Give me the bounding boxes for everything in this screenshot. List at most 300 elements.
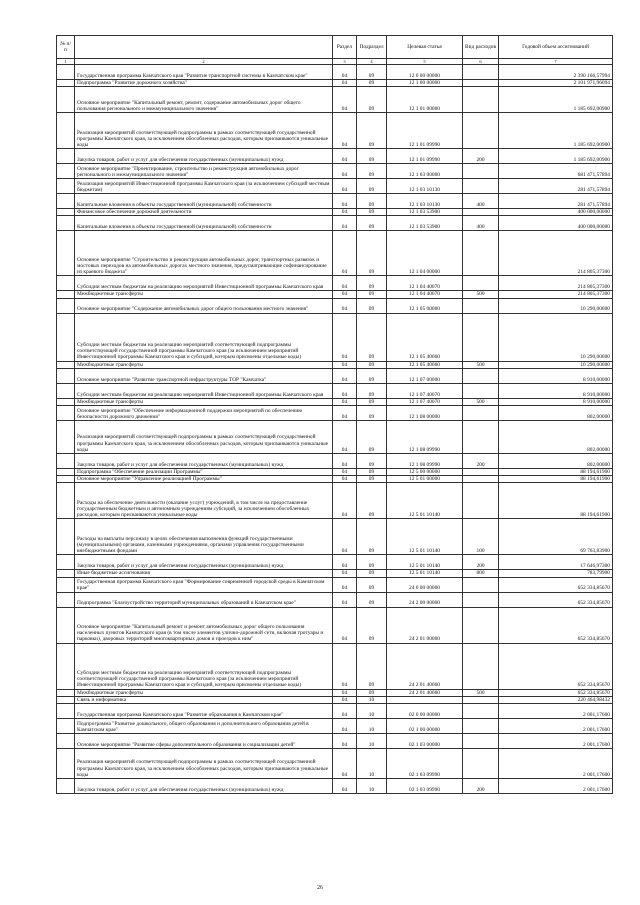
cell-sum: 2 390 166,57994 bbox=[499, 65, 613, 80]
cell-exp: 800 bbox=[463, 570, 499, 577]
cell-sec: 04 bbox=[333, 570, 357, 577]
table-row bbox=[57, 368, 613, 383]
column-number: 1 bbox=[57, 59, 75, 65]
cell-sum: 802,00000 bbox=[499, 421, 613, 454]
cell-sum: 652 334,85670 bbox=[499, 607, 613, 643]
cell-exp: 400 bbox=[463, 216, 499, 231]
cell-exp bbox=[463, 113, 499, 149]
cell-num bbox=[57, 276, 75, 291]
cell-exp bbox=[463, 643, 499, 689]
cell-num bbox=[57, 555, 75, 570]
cell-sec: 04 bbox=[333, 607, 357, 643]
cell-sec: 04 bbox=[333, 577, 357, 592]
cell-sub: 09 bbox=[357, 555, 387, 570]
cell-art: 12 1 05 40060 bbox=[387, 313, 463, 361]
cell-name: Основное мероприятие "Содержание автомобильных дорог общего пользования местного значения" bbox=[75, 298, 333, 313]
cell-name: Закупка товаров, работ и услуг для обеспечения государственных (муниципальных) нужд bbox=[75, 454, 333, 469]
column-number: 6 bbox=[463, 59, 499, 65]
cell-num bbox=[57, 719, 75, 734]
cell-exp bbox=[463, 87, 499, 113]
cell-name: Субсидии местным бюджетам на реализацию мероприятий Инвестиционной программы Камчатского края bbox=[75, 383, 333, 398]
cell-name: Капитальные вложения в объекты государственной (муниципальной) собственности bbox=[75, 194, 333, 209]
column-number: 2 bbox=[75, 59, 333, 65]
cell-art: 12 1 08 09990 bbox=[387, 454, 463, 469]
cell-exp bbox=[463, 607, 499, 643]
cell-art: 24 0 00 00000 bbox=[387, 577, 463, 592]
header-num: № п/п bbox=[57, 36, 75, 59]
budget-table bbox=[56, 35, 613, 794]
cell-sub: 09 bbox=[357, 643, 387, 689]
cell-sum: 652 334,85670 bbox=[499, 689, 613, 696]
table-row bbox=[57, 164, 613, 179]
cell-sum: 214 805,37300 bbox=[499, 231, 613, 276]
cell-sec: 04 bbox=[333, 231, 357, 276]
cell-num bbox=[57, 80, 75, 87]
cell-sec: 04 bbox=[333, 113, 357, 149]
cell-sub: 09 bbox=[357, 519, 387, 555]
cell-sec: 04 bbox=[333, 276, 357, 291]
cell-num bbox=[57, 313, 75, 361]
cell-exp bbox=[463, 577, 499, 592]
cell-art: 12 1 08 00000 bbox=[387, 406, 463, 421]
cell-art: 12 1 01 00000 bbox=[387, 87, 463, 113]
table-row bbox=[57, 555, 613, 570]
table-body bbox=[57, 65, 613, 794]
cell-name: Подпрограмма "Обеспечение реализации Программы" bbox=[75, 469, 333, 476]
cell-art: 12 1 05 40060 bbox=[387, 361, 463, 368]
cell-sec: 04 bbox=[333, 361, 357, 368]
cell-sub: 09 bbox=[357, 87, 387, 113]
cell-sub: 10 bbox=[357, 696, 387, 703]
cell-sec: 04 bbox=[333, 469, 357, 476]
table-row bbox=[57, 194, 613, 209]
cell-sec: 04 bbox=[333, 164, 357, 179]
cell-exp bbox=[463, 696, 499, 703]
cell-sec: 04 bbox=[333, 454, 357, 469]
header-exp-type: Вид расходов bbox=[463, 36, 499, 59]
cell-name: Межбюджетные трансферты bbox=[75, 291, 333, 298]
cell-sub: 09 bbox=[357, 368, 387, 383]
cell-art: 12 1 03 53900 bbox=[387, 209, 463, 216]
cell-exp bbox=[463, 421, 499, 454]
cell-sec: 04 bbox=[333, 368, 357, 383]
cell-num bbox=[57, 149, 75, 164]
cell-exp bbox=[463, 80, 499, 87]
cell-exp bbox=[463, 734, 499, 749]
cell-name: Основное мероприятие "Развитие транспортной инфраструктуры ТОР "Камчатка" bbox=[75, 368, 333, 383]
header-sum: Годовой объем ассигнований bbox=[499, 36, 613, 59]
cell-art: 12 0 00 00000 bbox=[387, 65, 463, 80]
cell-sec: 04 bbox=[333, 216, 357, 231]
cell-sub: 09 bbox=[357, 483, 387, 519]
cell-exp: 400 bbox=[463, 194, 499, 209]
cell-exp: 500 bbox=[463, 689, 499, 696]
header-section: Раздел bbox=[333, 36, 357, 59]
cell-sum: 69 763,83900 bbox=[499, 519, 613, 555]
table-row bbox=[57, 749, 613, 779]
cell-sum: 400 000,00000 bbox=[499, 216, 613, 231]
table-row bbox=[57, 476, 613, 483]
table-row bbox=[57, 704, 613, 719]
cell-num bbox=[57, 383, 75, 398]
cell-sec: 04 bbox=[333, 555, 357, 570]
cell-sub: 09 bbox=[357, 194, 387, 209]
cell-exp: 100 bbox=[463, 519, 499, 555]
table-row bbox=[57, 398, 613, 405]
cell-exp: 200 bbox=[463, 555, 499, 570]
table-row bbox=[57, 643, 613, 689]
cell-sec: 04 bbox=[333, 65, 357, 80]
cell-sec: 04 bbox=[333, 704, 357, 719]
cell-sub: 09 bbox=[357, 577, 387, 592]
cell-name: Подпрограмма "Развитие дорожного хозяйства" bbox=[75, 80, 333, 87]
cell-exp bbox=[463, 406, 499, 421]
cell-name: Иные бюджетные ассигнования bbox=[75, 570, 333, 577]
table-row bbox=[57, 779, 613, 794]
cell-name: Основное мероприятие "Развитие сферы дополнительного образования и социализации детей" bbox=[75, 734, 333, 749]
cell-sum: 8 910,00000 bbox=[499, 368, 613, 383]
cell-sub: 10 bbox=[357, 704, 387, 719]
cell-exp bbox=[463, 592, 499, 607]
cell-sub: 09 bbox=[357, 113, 387, 149]
column-number: 4 bbox=[357, 59, 387, 65]
cell-sum: 681 471,57894 bbox=[499, 164, 613, 179]
cell-sub: 09 bbox=[357, 421, 387, 454]
table-row bbox=[57, 291, 613, 298]
cell-sub: 09 bbox=[357, 216, 387, 231]
cell-num bbox=[57, 231, 75, 276]
cell-sec: 04 bbox=[333, 779, 357, 794]
cell-sum: 802,00000 bbox=[499, 454, 613, 469]
table-row bbox=[57, 734, 613, 749]
cell-name: Расходы на обеспечение деятельности (оказание услуг) учреждений, в том числе на предоставление государственным бюджетным и автономным учреждениям субсидий, за исключением обособленных расходов, которым присваиваются уникальные коды bbox=[75, 483, 333, 519]
cell-name: Основное мероприятие "Капитальный ремонт и ремонт автомобильных дорог общего пользования населенных пунктов Камчатского края (в том числе элементов улично-дорожной сети, включая тротуары и парковки), дворовых территорий многоквартирных домов и проездов к ним" bbox=[75, 607, 333, 643]
cell-sub: 09 bbox=[357, 231, 387, 276]
cell-art: 02 1 03 00000 bbox=[387, 734, 463, 749]
cell-num bbox=[57, 476, 75, 483]
table-row bbox=[57, 313, 613, 361]
cell-sec: 04 bbox=[333, 194, 357, 209]
cell-sec: 04 bbox=[333, 313, 357, 361]
cell-sum: 2 001,17600 bbox=[499, 719, 613, 734]
cell-art: 12 1 03 10130 bbox=[387, 194, 463, 209]
cell-name: Межбюджетные трансферты bbox=[75, 361, 333, 368]
cell-sum: 88 194,61900 bbox=[499, 469, 613, 476]
cell-art: 02 0 00 00000 bbox=[387, 704, 463, 719]
cell-num bbox=[57, 368, 75, 383]
cell-name: Капитальные вложения в объекты государственной (муниципальной) собственности bbox=[75, 216, 333, 231]
cell-sum: 783,79900 bbox=[499, 570, 613, 577]
cell-sec: 04 bbox=[333, 421, 357, 454]
cell-sum: 400 000,00000 bbox=[499, 209, 613, 216]
cell-sum: 652 334,85670 bbox=[499, 577, 613, 592]
table-row bbox=[57, 149, 613, 164]
cell-art bbox=[387, 696, 463, 703]
cell-exp bbox=[463, 704, 499, 719]
cell-sub: 09 bbox=[357, 398, 387, 405]
cell-sum: 2 001,17600 bbox=[499, 779, 613, 794]
table-row bbox=[57, 361, 613, 368]
cell-art: 12 1 04 40070 bbox=[387, 276, 463, 291]
cell-sub: 09 bbox=[357, 592, 387, 607]
cell-art: 12 5 01 10140 bbox=[387, 555, 463, 570]
cell-exp bbox=[463, 65, 499, 80]
table-row bbox=[57, 454, 613, 469]
table-row bbox=[57, 719, 613, 734]
cell-sub: 09 bbox=[357, 65, 387, 80]
cell-num bbox=[57, 398, 75, 405]
cell-num bbox=[57, 65, 75, 80]
cell-sum: 8 910,00000 bbox=[499, 398, 613, 405]
cell-art: 12 1 07 40070 bbox=[387, 398, 463, 405]
header-subsection: Подраздел bbox=[357, 36, 387, 59]
cell-art: 02 1 00 00000 bbox=[387, 719, 463, 734]
cell-sub: 09 bbox=[357, 313, 387, 361]
cell-art: 02 1 03 09990 bbox=[387, 749, 463, 779]
cell-sum: 802,00000 bbox=[499, 406, 613, 421]
cell-name: Государственная программа Камчатского края "Развитие образования в Камчатском крае" bbox=[75, 704, 333, 719]
table-row bbox=[57, 80, 613, 87]
cell-sub: 09 bbox=[357, 476, 387, 483]
cell-sec: 04 bbox=[333, 643, 357, 689]
cell-name: Государственная программа Камчатского края "Развитие транспортной системы в Камчатском крае" bbox=[75, 65, 333, 80]
cell-name: Основное мероприятие "Проектирование, строительство и реконструкция автомобильных дорог регионального и межмуниципального значения" bbox=[75, 164, 333, 179]
cell-name: Реализация мероприятий соответствующей подпрограммы в рамках соответствующей государственной программы Камчатского края, за исключением обособленных расходов, которым присваиваются уникальные коды bbox=[75, 113, 333, 149]
cell-sub: 09 bbox=[357, 80, 387, 87]
cell-num bbox=[57, 194, 75, 209]
cell-num bbox=[57, 291, 75, 298]
cell-num bbox=[57, 704, 75, 719]
table-row bbox=[57, 298, 613, 313]
table-row bbox=[57, 577, 613, 592]
cell-sub: 10 bbox=[357, 734, 387, 749]
cell-sub: 09 bbox=[357, 298, 387, 313]
table-row bbox=[57, 696, 613, 703]
cell-sec: 04 bbox=[333, 298, 357, 313]
cell-sum: 281 471,57894 bbox=[499, 194, 613, 209]
table-row bbox=[57, 469, 613, 476]
page-number: 26 bbox=[317, 885, 323, 891]
cell-sub: 10 bbox=[357, 719, 387, 734]
cell-sub: 09 bbox=[357, 383, 387, 398]
cell-exp bbox=[463, 383, 499, 398]
cell-name: Субсидии местным бюджетам на реализацию мероприятий соответствующей подпрограммы соответствующей государственной программы Камчатского края (за исключением мероприятий Инвестиционной программы Камчатского края и субсидий, которым присвоены отдельные коды) bbox=[75, 313, 333, 361]
cell-sum: 2 001,17600 bbox=[499, 749, 613, 779]
cell-art: 12 1 01 09990 bbox=[387, 149, 463, 164]
cell-exp bbox=[463, 483, 499, 519]
cell-art: 24 2 01 40060 bbox=[387, 689, 463, 696]
cell-sec: 04 bbox=[333, 149, 357, 164]
cell-name: Основное мероприятие "Капитальный ремонт, ремонт, содержание автомобильных дорог общего пользования регионального и межмуниципального значения" bbox=[75, 87, 333, 113]
cell-num bbox=[57, 87, 75, 113]
table-row bbox=[57, 519, 613, 555]
cell-art: 12 1 05 00000 bbox=[387, 298, 463, 313]
table-row bbox=[57, 406, 613, 421]
cell-art: 12 5 00 00000 bbox=[387, 469, 463, 476]
cell-num bbox=[57, 469, 75, 476]
cell-art: 12 1 00 00000 bbox=[387, 80, 463, 87]
cell-sub: 09 bbox=[357, 361, 387, 368]
cell-num bbox=[57, 519, 75, 555]
cell-num bbox=[57, 779, 75, 794]
table-row bbox=[57, 231, 613, 276]
cell-exp bbox=[463, 298, 499, 313]
cell-sum: 1 185 692,00900 bbox=[499, 149, 613, 164]
cell-sec: 04 bbox=[333, 87, 357, 113]
cell-exp: 200 bbox=[463, 149, 499, 164]
table-row bbox=[57, 113, 613, 149]
cell-art: 12 5 01 10140 bbox=[387, 519, 463, 555]
cell-name: Связь и информатика bbox=[75, 696, 333, 703]
header-row bbox=[57, 36, 613, 59]
table-row bbox=[57, 607, 613, 643]
cell-sub: 09 bbox=[357, 570, 387, 577]
cell-num bbox=[57, 592, 75, 607]
cell-art: 12 1 01 09990 bbox=[387, 113, 463, 149]
cell-sum: 88 194,61900 bbox=[499, 476, 613, 483]
cell-name: Закупка товаров, работ и услуг для обеспечения государственных (муниципальных) нужд bbox=[75, 555, 333, 570]
table-row bbox=[57, 483, 613, 519]
cell-name: Расходы на выплаты персоналу в целях обеспечения выполнения функций государственными (муниципальными) органами, казенными учреждениями, органами управления государственными внебюджетными фондами bbox=[75, 519, 333, 555]
cell-sum: 1 185 692,00900 bbox=[499, 113, 613, 149]
header-name bbox=[75, 36, 333, 59]
cell-sec: 04 bbox=[333, 209, 357, 216]
cell-sum: 2 101 971,96094 bbox=[499, 80, 613, 87]
cell-sec: 04 bbox=[333, 483, 357, 519]
table-row bbox=[57, 216, 613, 231]
cell-art: 12 1 03 10130 bbox=[387, 179, 463, 194]
cell-num bbox=[57, 216, 75, 231]
cell-sec: 04 bbox=[333, 734, 357, 749]
cell-sec: 04 bbox=[333, 398, 357, 405]
table-row bbox=[57, 65, 613, 80]
cell-num bbox=[57, 421, 75, 454]
cell-sec: 04 bbox=[333, 519, 357, 555]
cell-exp bbox=[463, 276, 499, 291]
cell-num bbox=[57, 361, 75, 368]
cell-name: Реализация мероприятий Инвестиционной программы Камчатского края (за исключением субсидий местным бюджетам) bbox=[75, 179, 333, 194]
cell-art: 12 1 04 40070 bbox=[387, 291, 463, 298]
cell-sub: 09 bbox=[357, 179, 387, 194]
cell-sum: 17 646,97300 bbox=[499, 555, 613, 570]
cell-art: 12 1 03 53900 bbox=[387, 216, 463, 231]
cell-sec: 04 bbox=[333, 696, 357, 703]
column-number: 7 bbox=[499, 59, 613, 65]
table-row bbox=[57, 276, 613, 291]
cell-sub: 10 bbox=[357, 779, 387, 794]
cell-sub: 09 bbox=[357, 164, 387, 179]
cell-exp bbox=[463, 164, 499, 179]
cell-exp bbox=[463, 368, 499, 383]
cell-num bbox=[57, 643, 75, 689]
cell-exp bbox=[463, 231, 499, 276]
cell-sub: 09 bbox=[357, 406, 387, 421]
cell-name: Государственная программа Камчатского края "Формирование современной городской среды в Камчатском крае" bbox=[75, 577, 333, 592]
cell-art: 12 1 08 09990 bbox=[387, 421, 463, 454]
table-row bbox=[57, 87, 613, 113]
cell-name: Финансовое обеспечение дорожной деятельности bbox=[75, 209, 333, 216]
cell-num bbox=[57, 113, 75, 149]
cell-sum: 220 464,98432 bbox=[499, 696, 613, 703]
cell-art: 12 1 07 00000 bbox=[387, 368, 463, 383]
table-row bbox=[57, 383, 613, 398]
cell-exp bbox=[463, 179, 499, 194]
cell-art: 12 1 04 00000 bbox=[387, 231, 463, 276]
cell-name: Закупка товаров, работ и услуг для обеспечения государственных (муниципальных) нужд bbox=[75, 779, 333, 794]
cell-exp: 200 bbox=[463, 779, 499, 794]
cell-art: 12 5 01 00000 bbox=[387, 476, 463, 483]
cell-sec: 04 bbox=[333, 689, 357, 696]
cell-sum: 2 001,17600 bbox=[499, 734, 613, 749]
cell-num bbox=[57, 483, 75, 519]
cell-sub: 09 bbox=[357, 149, 387, 164]
cell-num bbox=[57, 749, 75, 779]
cell-name: Основное мероприятие "Обеспечение информационной поддержки мероприятий по обеспечению безопасности дорожного движения" bbox=[75, 406, 333, 421]
cell-sum: 281 471,57894 bbox=[499, 179, 613, 194]
table-row bbox=[57, 421, 613, 454]
cell-name: Подпрограмма "Благоустройство территорий муниципальных образований в Камчатском крае" bbox=[75, 592, 333, 607]
cell-exp bbox=[463, 469, 499, 476]
cell-num bbox=[57, 164, 75, 179]
table-row bbox=[57, 592, 613, 607]
table-row bbox=[57, 570, 613, 577]
cell-sec: 04 bbox=[333, 592, 357, 607]
cell-num bbox=[57, 734, 75, 749]
cell-sec: 04 bbox=[333, 406, 357, 421]
cell-sub: 09 bbox=[357, 454, 387, 469]
cell-name: Подпрограмма "Развитие дошкольного, общего образования и дополнительного образования детей в Камчатском крае" bbox=[75, 719, 333, 734]
cell-name: Реализация мероприятий соответствующей подпрограммы в рамках соответствующей государственной программы Камчатского края, за исключением обособленных расходов, которым присваиваются уникальные коды bbox=[75, 421, 333, 454]
cell-sum: 652 334,85670 bbox=[499, 592, 613, 607]
cell-name: Основное мероприятие "Управление реализацией Программы" bbox=[75, 476, 333, 483]
cell-art: 24 2 01 00000 bbox=[387, 607, 463, 643]
cell-art: 12 5 01 10140 bbox=[387, 570, 463, 577]
cell-sec: 04 bbox=[333, 749, 357, 779]
cell-sub: 09 bbox=[357, 291, 387, 298]
cell-sub: 09 bbox=[357, 276, 387, 291]
column-number: 3 bbox=[333, 59, 357, 65]
cell-num bbox=[57, 298, 75, 313]
cell-name: Субсидии местным бюджетам на реализацию мероприятий Инвестиционной программы Камчатского края bbox=[75, 276, 333, 291]
cell-num bbox=[57, 577, 75, 592]
cell-sum: 10 290,00000 bbox=[499, 361, 613, 368]
cell-sub: 09 bbox=[357, 469, 387, 476]
cell-sum: 652 334,85670 bbox=[499, 643, 613, 689]
cell-num bbox=[57, 454, 75, 469]
cell-exp: 500 bbox=[463, 361, 499, 368]
cell-exp: 500 bbox=[463, 398, 499, 405]
table-row bbox=[57, 179, 613, 194]
cell-sum: 1 185 692,00900 bbox=[499, 87, 613, 113]
cell-num bbox=[57, 179, 75, 194]
cell-sum: 88 194,61900 bbox=[499, 483, 613, 519]
cell-art: 24 2 01 40060 bbox=[387, 643, 463, 689]
cell-num bbox=[57, 689, 75, 696]
cell-art: 12 1 03 00000 bbox=[387, 164, 463, 179]
cell-sec: 04 bbox=[333, 719, 357, 734]
cell-sec: 04 bbox=[333, 80, 357, 87]
cell-num bbox=[57, 696, 75, 703]
cell-art: 02 1 03 09990 bbox=[387, 779, 463, 794]
cell-sub: 09 bbox=[357, 607, 387, 643]
cell-exp bbox=[463, 313, 499, 361]
cell-sub: 09 bbox=[357, 209, 387, 216]
cell-sub: 10 bbox=[357, 749, 387, 779]
cell-sum: 214 805,37300 bbox=[499, 291, 613, 298]
cell-sec: 04 bbox=[333, 383, 357, 398]
cell-sec: 04 bbox=[333, 291, 357, 298]
cell-exp bbox=[463, 749, 499, 779]
